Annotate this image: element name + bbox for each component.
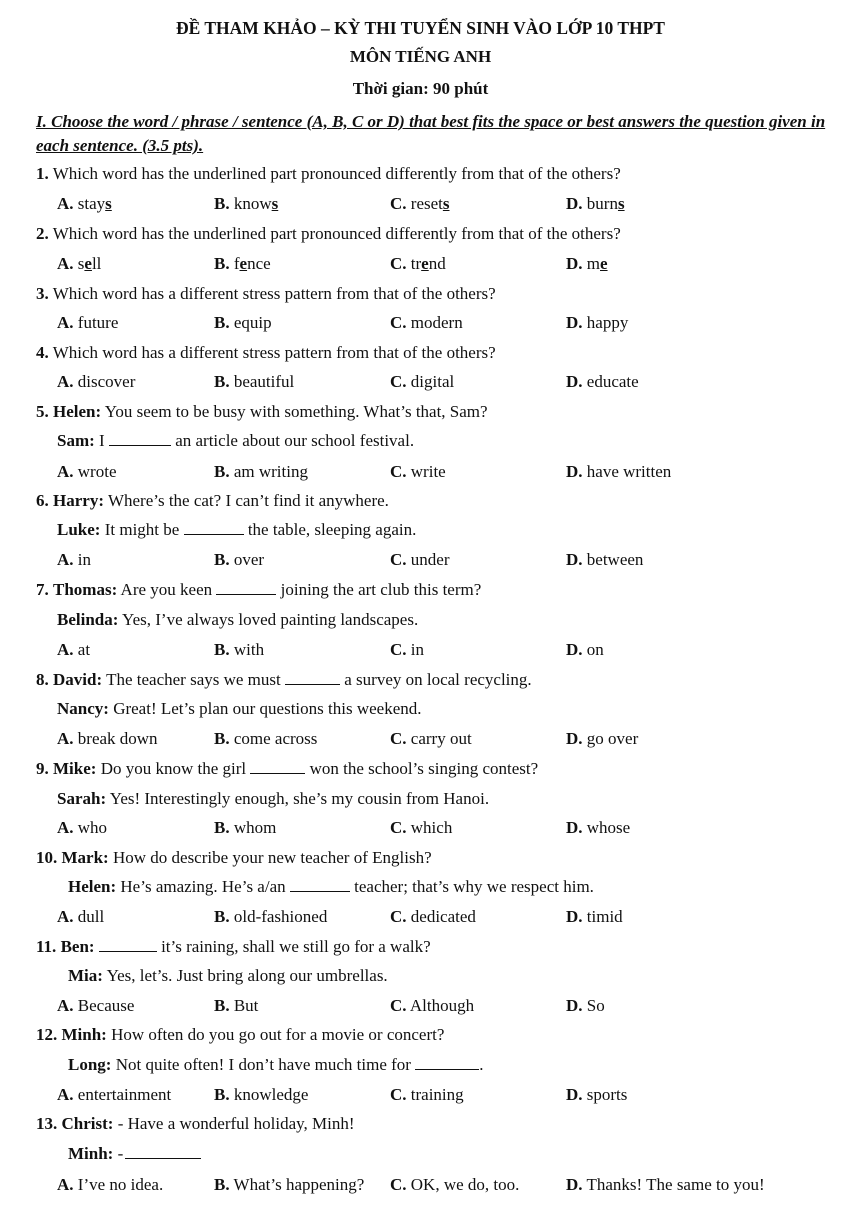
q12-option-d[interactable]: D. sports <box>566 1085 628 1104</box>
question-3: 3. Which word has a different stress pattern from that of the others? <box>36 284 496 303</box>
q5-option-a[interactable]: A. wrote <box>57 462 117 481</box>
q11-option-a[interactable]: A. Because <box>57 996 135 1015</box>
question-13: 13. Christ: - Have a wonderful holiday, Minh! <box>36 1114 355 1133</box>
q5-option-c[interactable]: C. write <box>390 462 446 481</box>
section-heading: I. Choose the word / phrase / sentence (A, B, C or D) that best fits the space or best answers the question given in each sentence. (3.5 pts). <box>36 112 826 155</box>
question-12: 12. Minh: How often do you go out for a movie or concert? <box>36 1025 445 1044</box>
q11-option-b[interactable]: B. But <box>214 996 259 1015</box>
q9-option-d[interactable]: D. whose <box>566 818 631 837</box>
q2-option-c[interactable]: C. trend <box>390 254 446 273</box>
question-4: 4. Which word has a different stress pattern from that of the others? <box>36 343 496 362</box>
q8-option-b[interactable]: B. come across <box>214 729 318 748</box>
q4-option-c[interactable]: C. digital <box>390 372 455 391</box>
q10-option-b[interactable]: B. old-fashioned <box>214 907 328 926</box>
question-9: 9. Mike: Do you know the girl won the school’s singing contest? <box>36 759 539 778</box>
question-1: 1. Which word has the underlined part pronounced differently from that of the others? <box>36 164 621 183</box>
q7-option-a[interactable]: A. at <box>57 640 91 659</box>
q10-option-a[interactable]: A. dull <box>57 907 105 926</box>
question-5: 5. Helen: You seem to be busy with something. What’s that, Sam? <box>36 402 488 421</box>
answer-blank[interactable] <box>125 1144 201 1159</box>
q13-option-d[interactable]: D. Thanks! The same to you! <box>566 1175 765 1194</box>
q5-option-d[interactable]: D. have written <box>566 462 672 481</box>
answer-blank[interactable] <box>184 520 244 535</box>
q1-option-c[interactable]: C. resets <box>390 194 450 213</box>
q7-reply: Belinda: Yes, I’ve always loved painting landscapes. <box>57 610 419 629</box>
answer-blank[interactable] <box>250 759 305 774</box>
q13-reply: Minh: - <box>68 1144 201 1164</box>
q1-option-a[interactable]: A. stays <box>57 194 112 213</box>
q2-option-d[interactable]: D. me <box>566 254 608 273</box>
q9-reply: Sarah: Yes! Interestingly enough, she’s my cousin from Hanoi. <box>57 789 490 808</box>
q7-option-b[interactable]: B. with <box>214 640 265 659</box>
answer-blank[interactable] <box>415 1055 479 1070</box>
answer-blank[interactable] <box>99 937 157 952</box>
q9-option-b[interactable]: B. whom <box>214 818 277 837</box>
q8-option-d[interactable]: D. go over <box>566 729 639 748</box>
q4-option-b[interactable]: B. beautiful <box>214 372 295 391</box>
q1-option-d[interactable]: D. burns <box>566 194 625 213</box>
exam-title: ĐỀ THAM KHẢO – KỲ THI TUYỂN SINH VÀO LỚP 10 THPT <box>176 18 665 38</box>
question-7: 7. Thomas: Are you keen joining the art club this term? <box>36 580 482 599</box>
q5-option-b[interactable]: B. am writing <box>214 462 308 481</box>
q4-option-a[interactable]: A. discover <box>57 372 136 391</box>
q6-option-a[interactable]: A. in <box>57 550 92 569</box>
q2-option-a[interactable]: A. sell <box>57 254 102 273</box>
q3-option-b[interactable]: B. equip <box>214 313 272 332</box>
q3-option-d[interactable]: D. happy <box>566 313 629 332</box>
q8-reply: Nancy: Great! Let’s plan our questions this weekend. <box>57 699 422 718</box>
q11-option-c[interactable]: C. Although <box>390 996 475 1015</box>
q5-reply: Sam: I an article about our school festival. <box>57 431 415 450</box>
q1-option-b[interactable]: B. knows <box>214 194 279 213</box>
q12-option-c[interactable]: C. training <box>390 1085 464 1104</box>
q12-reply: Long: Not quite often! I don’t have much time for . <box>68 1055 484 1074</box>
question-6: 6. Harry: Where’s the cat? I can’t find it anywhere. <box>36 491 389 510</box>
answer-blank[interactable] <box>216 580 276 595</box>
q10-option-d[interactable]: D. timid <box>566 907 623 926</box>
q8-option-c[interactable]: C. carry out <box>390 729 472 748</box>
exam-time: Thời gian: 90 phút <box>352 79 489 98</box>
q3-option-a[interactable]: A. future <box>57 313 119 332</box>
q13-option-c[interactable]: C. OK, we do, too. <box>390 1175 520 1194</box>
q9-option-c[interactable]: C. which <box>390 818 453 837</box>
q10-option-c[interactable]: C. dedicated <box>390 907 476 926</box>
question-10: 10. Mark: How do describe your new teacher of English? <box>36 848 432 867</box>
q13-option-a[interactable]: A. I’ve no idea. <box>57 1175 164 1194</box>
q3-option-c[interactable]: C. modern <box>390 313 463 332</box>
q11-reply: Mia: Yes, let’s. Just bring along our umbrellas. <box>68 966 388 985</box>
question-2: 2. Which word has the underlined part pronounced differently from that of the others? <box>36 224 621 243</box>
q2-option-b[interactable]: B. fence <box>214 254 271 273</box>
answer-blank[interactable] <box>285 670 340 685</box>
q9-option-a[interactable]: A. who <box>57 818 108 837</box>
question-8: 8. David: The teacher says we must a survey on local recycling. <box>36 670 532 689</box>
q10-reply: Helen: He’s amazing. He’s a/an teacher; that’s why we respect him. <box>68 877 594 896</box>
answer-blank[interactable] <box>109 431 171 446</box>
q6-option-d[interactable]: D. between <box>566 550 644 569</box>
q7-option-d[interactable]: D. on <box>566 640 604 659</box>
q4-option-d[interactable]: D. educate <box>566 372 639 391</box>
question-11: 11. Ben: it’s raining, shall we still go for a walk? <box>36 937 431 956</box>
q7-option-c[interactable]: C. in <box>390 640 425 659</box>
q12-option-b[interactable]: B. knowledge <box>214 1085 309 1104</box>
q13-option-b[interactable]: B. What’s happening? <box>214 1175 365 1194</box>
q8-option-a[interactable]: A. break down <box>57 729 158 748</box>
exam-subject: MÔN TIẾNG ANH <box>349 47 492 66</box>
q12-option-a[interactable]: A. entertainment <box>57 1085 172 1104</box>
q6-option-c[interactable]: C. under <box>390 550 450 569</box>
q11-option-d[interactable]: D. So <box>566 996 605 1015</box>
q6-reply: Luke: It might be the table, sleeping again. <box>57 520 417 539</box>
q6-option-b[interactable]: B. over <box>214 550 265 569</box>
answer-blank[interactable] <box>290 877 350 892</box>
